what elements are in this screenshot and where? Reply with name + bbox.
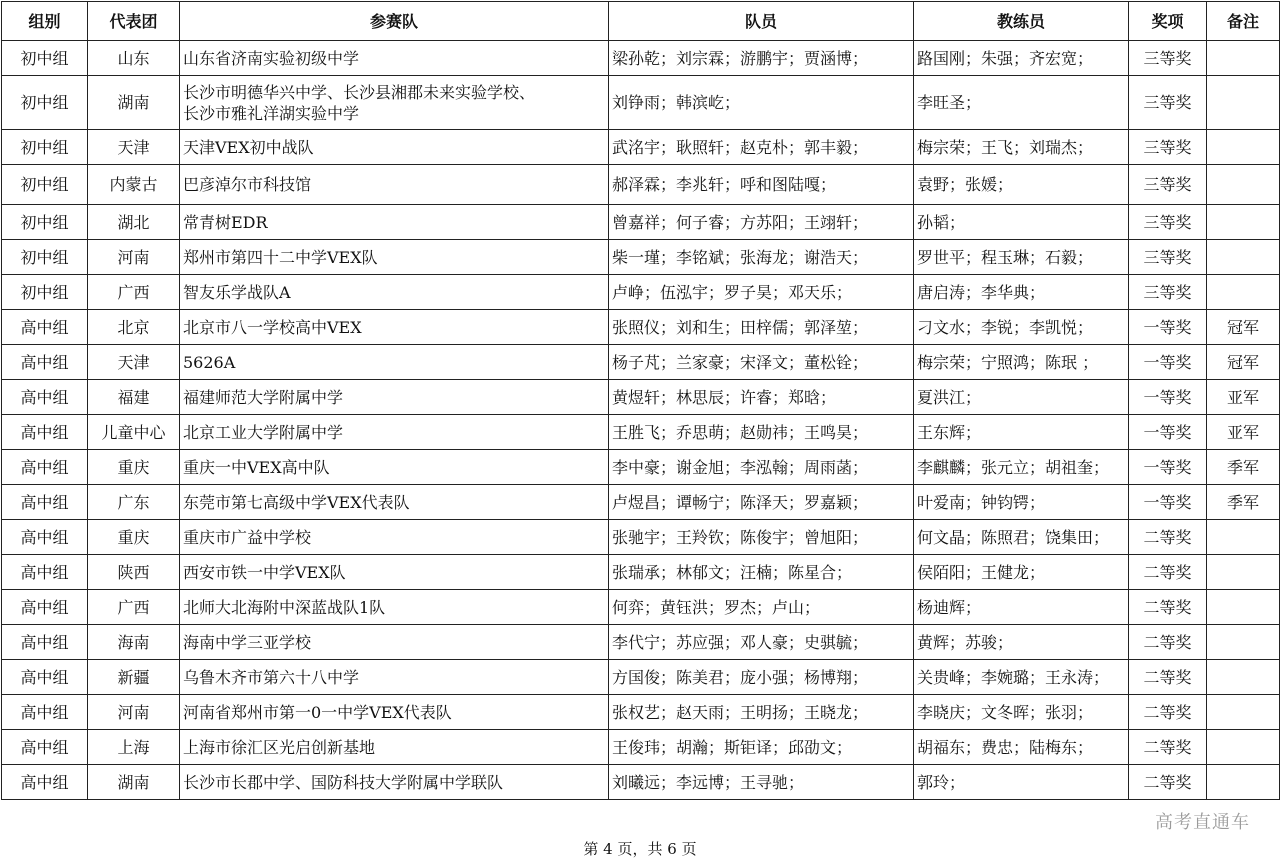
cell-team: 5626A [180, 345, 609, 380]
table-row [2, 130, 1280, 165]
cell-delegation: 重庆 [88, 520, 180, 555]
header-award: 奖项 [1129, 2, 1207, 41]
cell-remark [1207, 76, 1280, 130]
table-row [2, 415, 1280, 450]
header-members: 队员 [609, 2, 914, 41]
cell-award: 三等奖 [1129, 205, 1207, 240]
table-row [2, 310, 1280, 345]
cell-coaches: 李晓庆；文冬晖；张羽； [914, 695, 1129, 730]
cell-coaches: 夏洪江； [914, 380, 1129, 415]
cell-team: 山东省济南实验初级中学 [180, 41, 609, 76]
cell-award: 一等奖 [1129, 415, 1207, 450]
cell-group: 高中组 [2, 625, 88, 660]
cell-members: 张权艺；赵天雨；王明扬；王晓龙； [609, 695, 914, 730]
table-row [2, 590, 1280, 625]
cell-group: 初中组 [2, 130, 88, 165]
cell-remark [1207, 205, 1280, 240]
header-remark: 备注 [1207, 2, 1280, 41]
cell-group: 高中组 [2, 345, 88, 380]
cell-team: 海南中学三亚学校 [180, 625, 609, 660]
cell-members: 卢煜昌；谭畅宁；陈泽天；罗嘉颖； [609, 485, 914, 520]
cell-remark: 冠军 [1207, 345, 1280, 380]
table-row [2, 240, 1280, 275]
cell-delegation: 海南 [88, 625, 180, 660]
cell-team: 北京工业大学附属中学 [180, 415, 609, 450]
cell-team: 福建师范大学附属中学 [180, 380, 609, 415]
cell-remark [1207, 41, 1280, 76]
cell-award: 一等奖 [1129, 380, 1207, 415]
cell-award: 二等奖 [1129, 590, 1207, 625]
cell-award: 一等奖 [1129, 345, 1207, 380]
cell-group: 高中组 [2, 590, 88, 625]
cell-team: 长沙市长郡中学、国防科技大学附属中学联队 [180, 765, 609, 800]
cell-members: 梁孙乾；刘宗霖；游鹏宇；贾涵博； [609, 41, 914, 76]
cell-award: 二等奖 [1129, 520, 1207, 555]
cell-delegation: 上海 [88, 730, 180, 765]
cell-group: 高中组 [2, 730, 88, 765]
cell-remark [1207, 275, 1280, 310]
cell-members: 黄煜轩；林思辰；许睿；郑晗； [609, 380, 914, 415]
cell-members: 张瑞承；林郁文；汪楠；陈星合； [609, 555, 914, 590]
table-row [2, 450, 1280, 485]
table-row [2, 165, 1280, 205]
cell-coaches: 侯陌阳；王健龙； [914, 555, 1129, 590]
cell-coaches: 王东辉； [914, 415, 1129, 450]
header-delegation: 代表团 [88, 2, 180, 41]
cell-award: 一等奖 [1129, 450, 1207, 485]
cell-delegation: 广西 [88, 275, 180, 310]
awards-table [1, 1, 1280, 800]
header-group: 组别 [2, 2, 88, 41]
cell-remark: 季军 [1207, 485, 1280, 520]
table-row [2, 380, 1280, 415]
cell-remark [1207, 240, 1280, 275]
cell-award: 一等奖 [1129, 310, 1207, 345]
cell-delegation: 山东 [88, 41, 180, 76]
cell-group: 高中组 [2, 415, 88, 450]
page-footer: 第 4 页，共 6 页 [583, 840, 697, 858]
table-row [2, 660, 1280, 695]
cell-remark [1207, 130, 1280, 165]
cell-remark [1207, 555, 1280, 590]
cell-award: 二等奖 [1129, 695, 1207, 730]
cell-group: 高中组 [2, 450, 88, 485]
cell-group: 初中组 [2, 165, 88, 205]
cell-members: 张照仪；刘和生；田梓儒；郭泽堃； [609, 310, 914, 345]
cell-delegation: 河南 [88, 240, 180, 275]
cell-coaches: 孙韬； [914, 205, 1129, 240]
cell-members: 李代宁；苏应强；邓人豪；史骐毓； [609, 625, 914, 660]
table-row [2, 730, 1280, 765]
cell-delegation: 河南 [88, 695, 180, 730]
cell-members: 王俊玮；胡瀚；斯钜译；邱劭文； [609, 730, 914, 765]
cell-remark [1207, 765, 1280, 800]
cell-delegation: 内蒙古 [88, 165, 180, 205]
cell-members: 武洺宇；耿照轩；赵克朴；郭丰毅； [609, 130, 914, 165]
cell-coaches: 黄辉；苏骏； [914, 625, 1129, 660]
cell-coaches: 郭玲； [914, 765, 1129, 800]
cell-award: 三等奖 [1129, 240, 1207, 275]
cell-remark [1207, 730, 1280, 765]
cell-remark: 季军 [1207, 450, 1280, 485]
cell-delegation: 北京 [88, 310, 180, 345]
cell-members: 方国俊；陈美君；庞小强；杨博翔； [609, 660, 914, 695]
cell-delegation: 广东 [88, 485, 180, 520]
cell-members: 曾嘉祥；何子睿；方苏阳；王翊轩； [609, 205, 914, 240]
cell-delegation: 陕西 [88, 555, 180, 590]
table-row [2, 765, 1280, 800]
cell-delegation: 天津 [88, 345, 180, 380]
cell-award: 二等奖 [1129, 660, 1207, 695]
cell-team: 乌鲁木齐市第六十八中学 [180, 660, 609, 695]
cell-coaches: 关贵峰；李婉璐；王永涛； [914, 660, 1129, 695]
cell-group: 高中组 [2, 765, 88, 800]
cell-members: 何弈；黄钰洪；罗杰；卢山； [609, 590, 914, 625]
cell-coaches: 刁文水；李锐；李凯悦； [914, 310, 1129, 345]
cell-award: 三等奖 [1129, 130, 1207, 165]
cell-coaches: 罗世平；程玉琳；石毅； [914, 240, 1129, 275]
cell-award: 二等奖 [1129, 555, 1207, 590]
table-row [2, 695, 1280, 730]
cell-award: 三等奖 [1129, 41, 1207, 76]
cell-team: 西安市铁一中学VEX队 [180, 555, 609, 590]
cell-remark [1207, 660, 1280, 695]
cell-team: 北京市八一学校高中VEX [180, 310, 609, 345]
cell-delegation: 湖南 [88, 76, 180, 130]
table-row [2, 555, 1280, 590]
cell-delegation: 湖南 [88, 765, 180, 800]
cell-members: 刘铮雨；韩滨屹； [609, 76, 914, 130]
cell-group: 高中组 [2, 485, 88, 520]
cell-team: 重庆市广益中学校 [180, 520, 609, 555]
cell-group: 高中组 [2, 695, 88, 730]
cell-team: 天津VEX初中战队 [180, 130, 609, 165]
cell-delegation: 福建 [88, 380, 180, 415]
header-row [2, 2, 1280, 41]
cell-delegation: 儿童中心 [88, 415, 180, 450]
cell-team: 河南省郑州市第一0一中学VEX代表队 [180, 695, 609, 730]
cell-group: 初中组 [2, 240, 88, 275]
cell-award: 三等奖 [1129, 275, 1207, 310]
cell-team: 上海市徐汇区光启创新基地 [180, 730, 609, 765]
cell-coaches: 李麒麟；张元立；胡祖奎； [914, 450, 1129, 485]
cell-award: 一等奖 [1129, 485, 1207, 520]
cell-remark [1207, 520, 1280, 555]
cell-delegation: 重庆 [88, 450, 180, 485]
cell-remark: 冠军 [1207, 310, 1280, 345]
cell-members: 张驰宇；王羚钦；陈俊宇；曾旭阳； [609, 520, 914, 555]
cell-award: 三等奖 [1129, 165, 1207, 205]
table-row [2, 520, 1280, 555]
cell-remark [1207, 165, 1280, 205]
cell-members: 王胜飞；乔思萌；赵勋祎；王鸣昊； [609, 415, 914, 450]
watermark: 高考直通车 [1155, 812, 1250, 833]
cell-group: 高中组 [2, 520, 88, 555]
cell-members: 刘曦远；李远博；王寻驰； [609, 765, 914, 800]
cell-members: 杨子芃；兰家豪；宋泽文；董松铨； [609, 345, 914, 380]
cell-coaches: 何文晶；陈照君；饶集田； [914, 520, 1129, 555]
cell-group: 初中组 [2, 41, 88, 76]
cell-remark: 亚军 [1207, 415, 1280, 450]
cell-team: 常青树EDR [180, 205, 609, 240]
cell-group: 初中组 [2, 205, 88, 240]
cell-coaches: 唐启涛；李华典； [914, 275, 1129, 310]
cell-team: 巴彦淖尔市科技馆 [180, 165, 609, 205]
header-coaches: 教练员 [914, 2, 1129, 41]
cell-award: 二等奖 [1129, 625, 1207, 660]
header-team: 参赛队 [180, 2, 609, 41]
cell-group: 高中组 [2, 660, 88, 695]
table-row [2, 41, 1280, 76]
cell-team: 长沙市明德华兴中学、长沙县湘郡未来实验学校、 长沙市雅礼洋湖实验中学 [180, 76, 609, 130]
cell-coaches: 胡福东；费忠；陆梅东； [914, 730, 1129, 765]
cell-award: 二等奖 [1129, 730, 1207, 765]
cell-delegation: 新疆 [88, 660, 180, 695]
cell-coaches: 袁野；张媛； [914, 165, 1129, 205]
cell-remark [1207, 625, 1280, 660]
cell-coaches: 梅宗荣；王飞；刘瑞杰； [914, 130, 1129, 165]
table-row [2, 205, 1280, 240]
cell-group: 高中组 [2, 555, 88, 590]
cell-delegation: 广西 [88, 590, 180, 625]
cell-coaches: 叶爱南；钟钧锷； [914, 485, 1129, 520]
cell-award: 三等奖 [1129, 76, 1207, 130]
cell-group: 初中组 [2, 275, 88, 310]
cell-team: 智友乐学战队A [180, 275, 609, 310]
cell-delegation: 天津 [88, 130, 180, 165]
cell-team: 东莞市第七高级中学VEX代表队 [180, 485, 609, 520]
table-row [2, 76, 1280, 130]
cell-team: 郑州市第四十二中学VEX队 [180, 240, 609, 275]
cell-group: 高中组 [2, 310, 88, 345]
table-row [2, 345, 1280, 380]
table-row [2, 275, 1280, 310]
cell-coaches: 梅宗荣；宁照鸿；陈珉 ； [914, 345, 1129, 380]
cell-group: 高中组 [2, 380, 88, 415]
table-row [2, 485, 1280, 520]
cell-award: 二等奖 [1129, 765, 1207, 800]
cell-coaches: 李旺圣； [914, 76, 1129, 130]
cell-members: 郝泽霖；李兆轩；呼和图陆嘎； [609, 165, 914, 205]
cell-members: 李中豪；谢金旭；李泓翰；周雨菡； [609, 450, 914, 485]
cell-remark [1207, 590, 1280, 625]
cell-team: 重庆一中VEX高中队 [180, 450, 609, 485]
cell-members: 卢峥；伍泓宇；罗子昊；邓天乐； [609, 275, 914, 310]
cell-team: 北师大北海附中深蓝战队1队 [180, 590, 609, 625]
cell-coaches: 路国刚；朱强；齐宏宽； [914, 41, 1129, 76]
cell-remark [1207, 695, 1280, 730]
table-row [2, 625, 1280, 660]
cell-remark: 亚军 [1207, 380, 1280, 415]
cell-group: 初中组 [2, 76, 88, 130]
cell-coaches: 杨迪辉； [914, 590, 1129, 625]
cell-delegation: 湖北 [88, 205, 180, 240]
cell-members: 柴一瑾；李铭斌；张海龙；谢浩天； [609, 240, 914, 275]
